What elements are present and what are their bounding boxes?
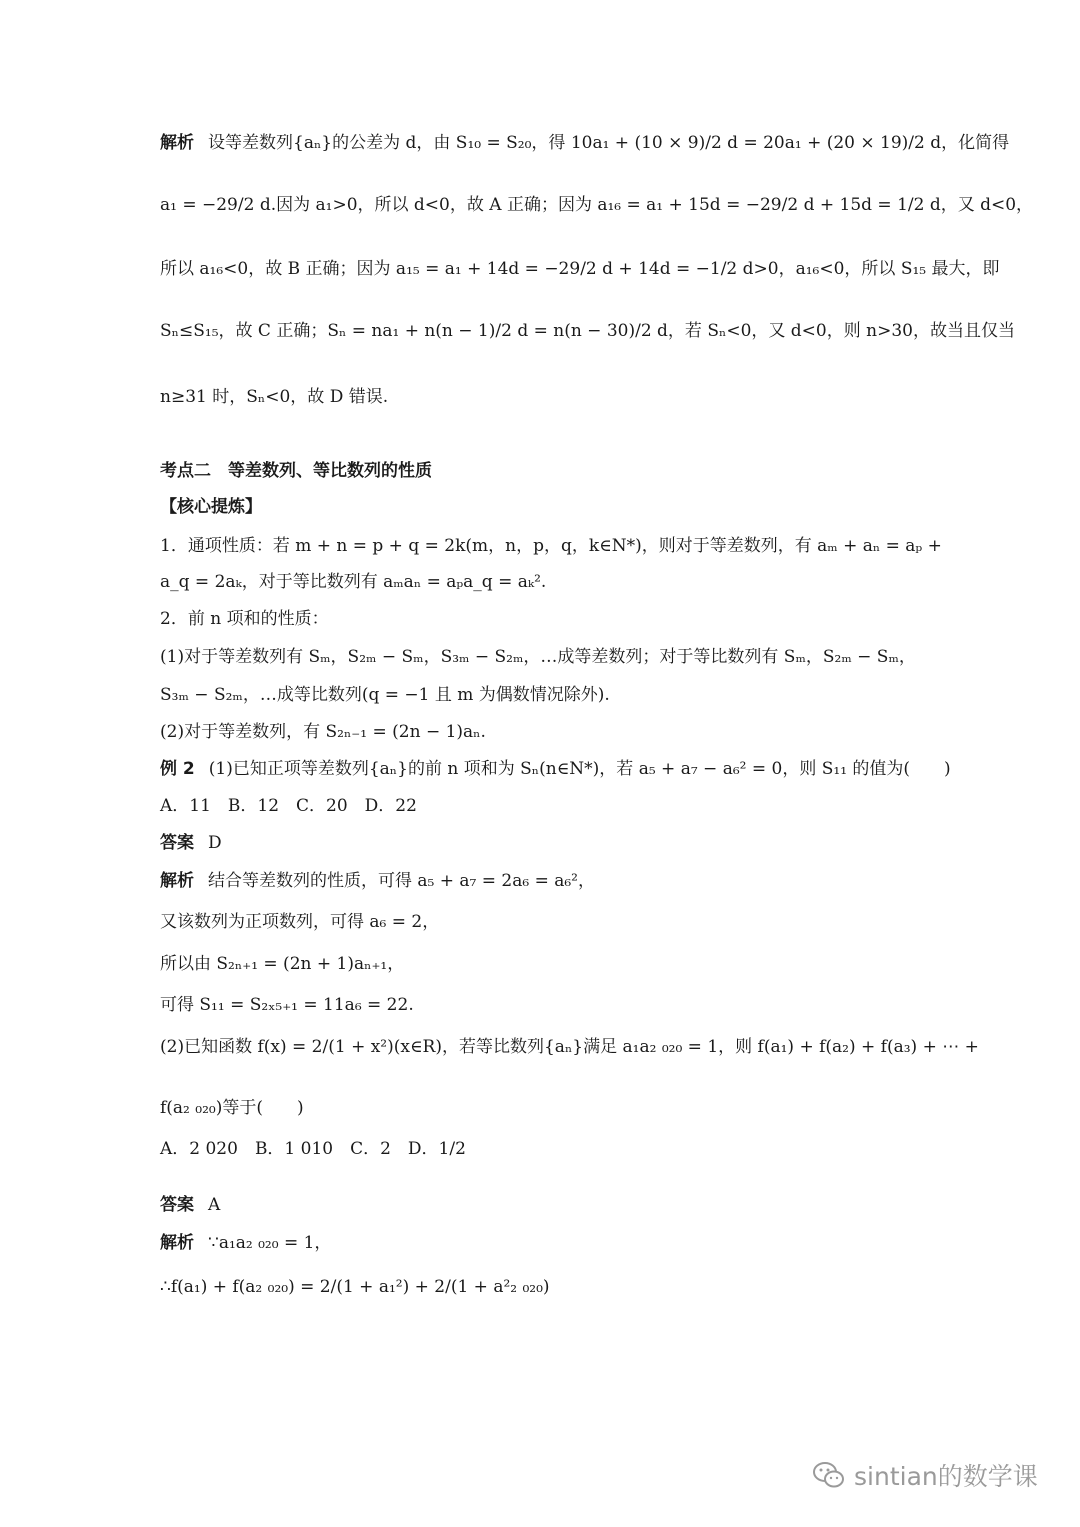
section-heading: 考点二 等差数列、等比数列的性质 bbox=[160, 461, 432, 481]
line-text: (2)已知函数 f(x) = 2/(1 + x²)(x∈R)，若等比数列{aₙ}满足 a₁a₂ ₀₂₀ = 1，则 f(a₁) + f(a₂) + f(a₃) + ⋯ + bbox=[160, 1037, 979, 1057]
answer-label: 答案 bbox=[160, 1195, 194, 1215]
text-line-11 bbox=[160, 646, 930, 668]
options-line-1 bbox=[160, 795, 930, 817]
line-text: A bbox=[208, 1195, 221, 1215]
text-line-18 bbox=[160, 911, 930, 933]
answer-line-1 bbox=[160, 832, 930, 854]
line-text: S₃ₘ − S₂ₘ，…成等比数列(q = −1 且 m 为偶数情况除外). bbox=[160, 685, 610, 705]
line-text: 结合等差数列的性质，可得 a₅ + a₇ = 2a₆ = a₆²， bbox=[208, 871, 595, 891]
line-text: A．11 B．12 C．20 D．22 bbox=[160, 796, 417, 816]
text-line-3 bbox=[160, 258, 1000, 314]
analysis-label: 解析 bbox=[160, 1233, 194, 1253]
line-text: (1)对于等差数列有 Sₘ，S₂ₘ − Sₘ，S₃ₘ − S₂ₘ，…成等差数列；对于等比数列有 Sₘ，S₂ₘ − Sₘ， bbox=[160, 647, 916, 667]
core-summary-heading: 【核心提炼】 bbox=[160, 497, 262, 517]
example-label: 例 2 bbox=[160, 759, 195, 779]
line-text: 所以由 S₂ₙ₊₁ = (2n + 1)aₙ₊₁， bbox=[160, 954, 405, 974]
answer-line-2 bbox=[160, 1194, 930, 1216]
text-line-1 bbox=[160, 132, 1010, 188]
text-line-22 bbox=[160, 1097, 930, 1119]
line-text: (1)已知正项等差数列{aₙ}的前 n 项和为 Sₙ(n∈N*)，若 a₅ + a₇ − a₆² = 0，则 S₁₁ 的值为( ) bbox=[208, 759, 951, 779]
line-text: a_q = 2aₖ，对于等比数列有 aₘaₙ = aₚa_q = aₖ². bbox=[160, 572, 547, 592]
line-text: 又该数列为正项数列，可得 a₆ = 2， bbox=[160, 912, 440, 932]
text-line-12 bbox=[160, 684, 930, 706]
wechat-icon bbox=[812, 1460, 846, 1490]
watermark bbox=[812, 1455, 1052, 1495]
line-text: ∵a₁a₂ ₀₂₀ = 1， bbox=[208, 1233, 332, 1253]
analysis-label: 解析 bbox=[160, 871, 194, 891]
line-text: f(a₂ ₀₂₀)等于( ) bbox=[160, 1098, 304, 1118]
text-line-20 bbox=[160, 994, 930, 1016]
line-text: (2)对于等差数列，有 S₂ₙ₋₁ = (2n − 1)aₙ. bbox=[160, 722, 486, 742]
line-text: ∴f(a₁) + f(a₂ ₀₂₀) = 2/(1 + a₁²) + 2/(1 + a²₂ ₀₂₀) bbox=[160, 1277, 550, 1297]
analysis-line-2 bbox=[160, 1232, 930, 1254]
line-text: A．2 020 B．1 010 C．2 D．1/2 bbox=[160, 1139, 466, 1159]
text-line-4 bbox=[160, 320, 1015, 376]
analysis-line-1 bbox=[160, 870, 930, 892]
text-line-10 bbox=[160, 608, 930, 630]
answer-label: 答案 bbox=[160, 833, 194, 853]
text-line-9 bbox=[160, 571, 930, 593]
example-2-line bbox=[160, 758, 951, 780]
line-text: D bbox=[208, 833, 222, 853]
line-label: 解析 bbox=[160, 133, 194, 153]
line-text: 所以 a₁₆<0，故 B 正确；因为 a₁₅ = a₁ + 14d = −29/2 d + 14d = −1/2 d>0，a₁₆<0，所以 S₁₅ 最大，即 bbox=[160, 259, 1000, 279]
text-line-19 bbox=[160, 953, 930, 975]
line-text: 可得 S₁₁ = S₂ₓ₅₊₁ = 11a₆ = 22. bbox=[160, 995, 414, 1015]
line-text: 设等差数列{aₙ}的公差为 d，由 S₁₀ = S₂₀，得 10a₁ + (10 × 9)/2 d = 20a₁ + (20 × 19)/2 d，化简得 bbox=[208, 133, 1010, 153]
line-text: n≥31 时，Sₙ<0，故 D 错误. bbox=[160, 387, 389, 407]
watermark-text: sintian的数学课 bbox=[854, 1462, 1038, 1491]
text-line-2 bbox=[160, 194, 1034, 250]
line-text: 2．前 n 项和的性质： bbox=[160, 609, 329, 629]
options-line-2 bbox=[160, 1138, 930, 1194]
text-line-8 bbox=[160, 535, 942, 557]
text-line-26 bbox=[160, 1276, 930, 1332]
text-line-5 bbox=[160, 386, 930, 408]
line-text: 1．通项性质：若 m + n = p + q = 2k(m，n，p，q，k∈N*)，则对于等差数列，有 aₘ + aₙ = aₚ + bbox=[160, 536, 942, 556]
line-text: a₁ = −29/2 d.因为 a₁>0，所以 d<0，故 A 正确；因为 a₁₆ = a₁ + 15d = −29/2 d + 15d = 1/2 d，又 d<0， bbox=[160, 195, 1034, 215]
line-text: Sₙ≤S₁₅，故 C 正确；Sₙ = na₁ + n(n − 1)/2 d = n(n − 30)/2 d，若 Sₙ<0，又 d<0，则 n>30，故当且仅当 bbox=[160, 321, 1015, 341]
text-line-13 bbox=[160, 721, 930, 743]
text-line-21 bbox=[160, 1036, 979, 1092]
